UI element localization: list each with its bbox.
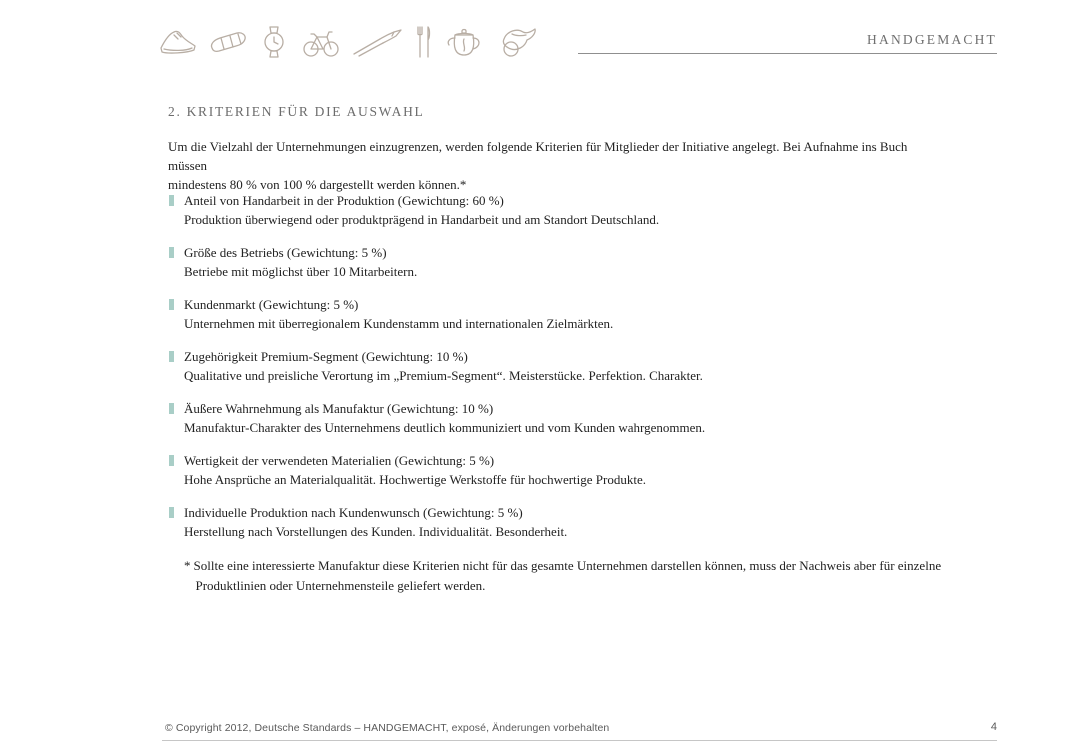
bullet-marker xyxy=(169,455,174,466)
list-item xyxy=(168,243,948,281)
saddle-icon xyxy=(498,24,538,60)
criterion-title: Individuelle Produktion nach Kundenwunsch (Gewichtung: 5 %) xyxy=(184,505,523,520)
list-item xyxy=(168,399,948,437)
criterion-title: Kundenmarkt (Gewichtung: 5 %) xyxy=(184,297,359,312)
criteria-list xyxy=(168,191,948,555)
criterion-title: Äußere Wahrnehmung als Manufaktur (Gewichtung: 10 %) xyxy=(184,401,494,416)
bullet-marker xyxy=(169,195,174,206)
intro-line-2: mindestens 80 % von 100 % dargestellt werden können.* xyxy=(168,177,467,192)
section-heading: 2. KRITERIEN FÜR DIE AUSWAHL xyxy=(168,104,425,119)
criterion-description: Qualitative und preisliche Verortung im „Premium-Segment“. Meisterstücke. Perfektion. Charakter. xyxy=(184,368,703,383)
bullet-marker xyxy=(169,299,174,310)
intro-line-1: Um die Vielzahl der Unternehmungen einzugrenzen, werden folgende Kriterien für Mitglieder der Initiative angelegt. Bei Aufnahme ins Buch müssen xyxy=(168,139,908,173)
list-item xyxy=(168,451,948,489)
list-item xyxy=(168,295,948,333)
coffee-pot-icon xyxy=(444,25,484,59)
list-item xyxy=(168,191,948,229)
footnote-line-2: Produktlinien oder Unternehmensteile geliefert werden. xyxy=(195,577,486,593)
footer-copyright: © Copyright 2012, Deutsche Standards – HANDGEMACHT, exposé, Änderungen vorbehalten xyxy=(165,722,610,734)
fountain-pen-icon xyxy=(352,27,404,57)
bullet-marker xyxy=(169,247,174,258)
footnote-marker: * xyxy=(184,558,191,573)
bullet-marker xyxy=(169,507,174,518)
product-icons-row xyxy=(158,22,538,62)
shoe-icon xyxy=(158,27,198,57)
page-number: 4 xyxy=(990,721,997,733)
criterion-title: Größe des Betriebs (Gewichtung: 5 %) xyxy=(184,245,387,260)
footnote xyxy=(184,556,944,595)
watch-icon xyxy=(258,25,290,59)
criterion-description: Hohe Ansprüche an Materialqualität. Hochwertige Werkstoffe für hochwertige Produkte. xyxy=(184,472,646,487)
header-rule xyxy=(578,53,997,54)
criterion-description: Manufaktur-Charakter des Unternehmens deutlich kommuniziert und vom Kunden wahrgenommen. xyxy=(184,420,706,435)
criterion-description: Produktion überwiegend oder produktprägend in Handarbeit und am Standort Deutschland. xyxy=(184,212,660,227)
list-item xyxy=(168,503,948,541)
criterion-title: Anteil von Handarbeit in der Produktion (Gewichtung: 60 %) xyxy=(184,193,504,208)
footnote-line-1: Sollte eine interessierte Manufaktur diese Kriterien nicht für das gesamte Unternehmen darstellen können, muss der Nachweis aber für einzelne xyxy=(193,558,942,573)
bracelet-icon xyxy=(208,29,248,55)
intro-paragraph xyxy=(168,137,938,194)
list-item xyxy=(168,347,948,385)
criterion-title: Wertigkeit der verwendeten Materialien (Gewichtung: 5 %) xyxy=(184,453,495,468)
criterion-description: Herstellung nach Vorstellungen des Kunden. Individualität. Besonderheit. xyxy=(184,524,568,539)
brand-title: HANDGEMACHT xyxy=(867,32,997,47)
criterion-title: Zugehörigkeit Premium-Segment (Gewichtung: 10 %) xyxy=(184,349,468,364)
bullet-marker xyxy=(169,351,174,362)
bullet-marker xyxy=(169,403,174,414)
bicycle-icon xyxy=(302,26,340,58)
criterion-description: Betriebe mit möglichst über 10 Mitarbeitern. xyxy=(184,264,418,279)
cutlery-icon xyxy=(416,25,432,59)
footer-rule xyxy=(162,740,997,741)
criterion-description: Unternehmen mit überregionalem Kundenstamm und internationalen Zielmärkten. xyxy=(184,316,614,331)
